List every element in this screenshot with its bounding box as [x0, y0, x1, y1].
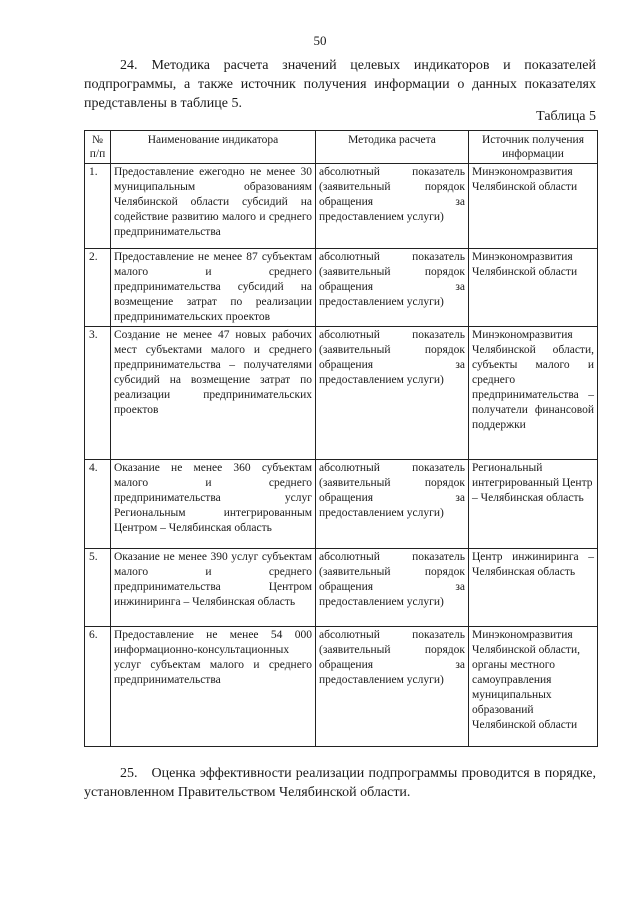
- paragraph-24: [84, 56, 596, 113]
- row-number: 3.: [85, 327, 111, 460]
- calculation-method: абсолютный показатель (заявительный порядок обращения за предоставлением услуги): [316, 549, 469, 627]
- row-number: 5.: [85, 549, 111, 627]
- information-source: Минэкономразвития Челябинской области: [469, 164, 598, 249]
- indicator-name: Предоставление не менее 54 000 информационно-консультационных услуг субъектам малого и среднего предпринимательства: [111, 627, 316, 747]
- calculation-method: абсолютный показатель (заявительный порядок обращения за предоставлением услуги): [316, 249, 469, 327]
- row-number: 1.: [85, 164, 111, 249]
- indicators-table: [84, 130, 598, 747]
- header-no: № п/п: [85, 131, 111, 164]
- table-row: [85, 627, 598, 747]
- paragraph-24-text: Методика расчета значений целевых индикаторов и показателей подпрограммы, а также источник получения информации о данных показателях представлены в таблице 5.: [84, 58, 596, 111]
- information-source: Региональный интегрированный Центр – Челябинская область: [469, 460, 598, 549]
- paragraph-25-number: 25.: [120, 766, 138, 781]
- table-row: [85, 460, 598, 549]
- indicator-name: Оказание не менее 360 субъектам малого и среднего предпринимательства услуг Региональным интегрированным Центром – Челябинская область: [111, 460, 316, 549]
- calculation-method: абсолютный показатель (заявительный порядок обращения за предоставлением услуги): [316, 627, 469, 747]
- table-row: [85, 549, 598, 627]
- calculation-method: абсолютный показатель (заявительный порядок обращения за предоставлением услуги): [316, 164, 469, 249]
- paragraph-25-text: Оценка эффективности реализации подпрограммы проводится в порядке, установленном Правительством Челябинской области.: [84, 766, 596, 800]
- table-row: [85, 249, 598, 327]
- indicator-name: Создание не менее 47 новых рабочих мест субъектами малого и среднего предпринимательства – получателями субсидий на возмещение затрат по реализации предпринимательских проектов: [111, 327, 316, 460]
- information-source: Минэкономразвития Челябинской области, органы местного самоуправления муниципальных образований Челябинской области: [469, 627, 598, 747]
- indicator-name: Предоставление не менее 87 субъектам малого и среднего предпринимательства субсидий на возмещение затрат по реализации предпринимательских проектов: [111, 249, 316, 327]
- header-name: Наименование индикатора: [111, 131, 316, 164]
- row-number: 2.: [85, 249, 111, 327]
- paragraph-25: [84, 764, 596, 802]
- indicator-name: Предоставление ежегодно не менее 30 муниципальным образованиям Челябинской области субсидий на содействие развитию малого и среднего предпринимательства: [111, 164, 316, 249]
- header-method: Методика расчета: [316, 131, 469, 164]
- row-number: 4.: [85, 460, 111, 549]
- calculation-method: абсолютный показатель (заявительный порядок обращения за предоставлением услуги): [316, 327, 469, 460]
- indicator-name: Оказание не менее 390 услуг субъектам малого и среднего предпринимательства Центром инжиниринга – Челябинская область: [111, 549, 316, 627]
- information-source: Минэкономразвития Челябинской области: [469, 249, 598, 327]
- table-row: [85, 164, 598, 249]
- information-source: Минэкономразвития Челябинской области, субъекты малого и среднего предпринимательства – получатели финансовой поддержки: [469, 327, 598, 460]
- calculation-method: абсолютный показатель (заявительный порядок обращения за предоставлением услуги): [316, 460, 469, 549]
- table-caption: Таблица 5: [536, 109, 596, 124]
- header-source: Источник получения информации: [469, 131, 598, 164]
- page-number: 50: [313, 33, 327, 48]
- row-number: 6.: [85, 627, 111, 747]
- table-row: [85, 327, 598, 460]
- table-header-row: [85, 131, 598, 164]
- paragraph-24-number: 24.: [120, 58, 138, 73]
- information-source: Центр инжиниринга – Челябинская область: [469, 549, 598, 627]
